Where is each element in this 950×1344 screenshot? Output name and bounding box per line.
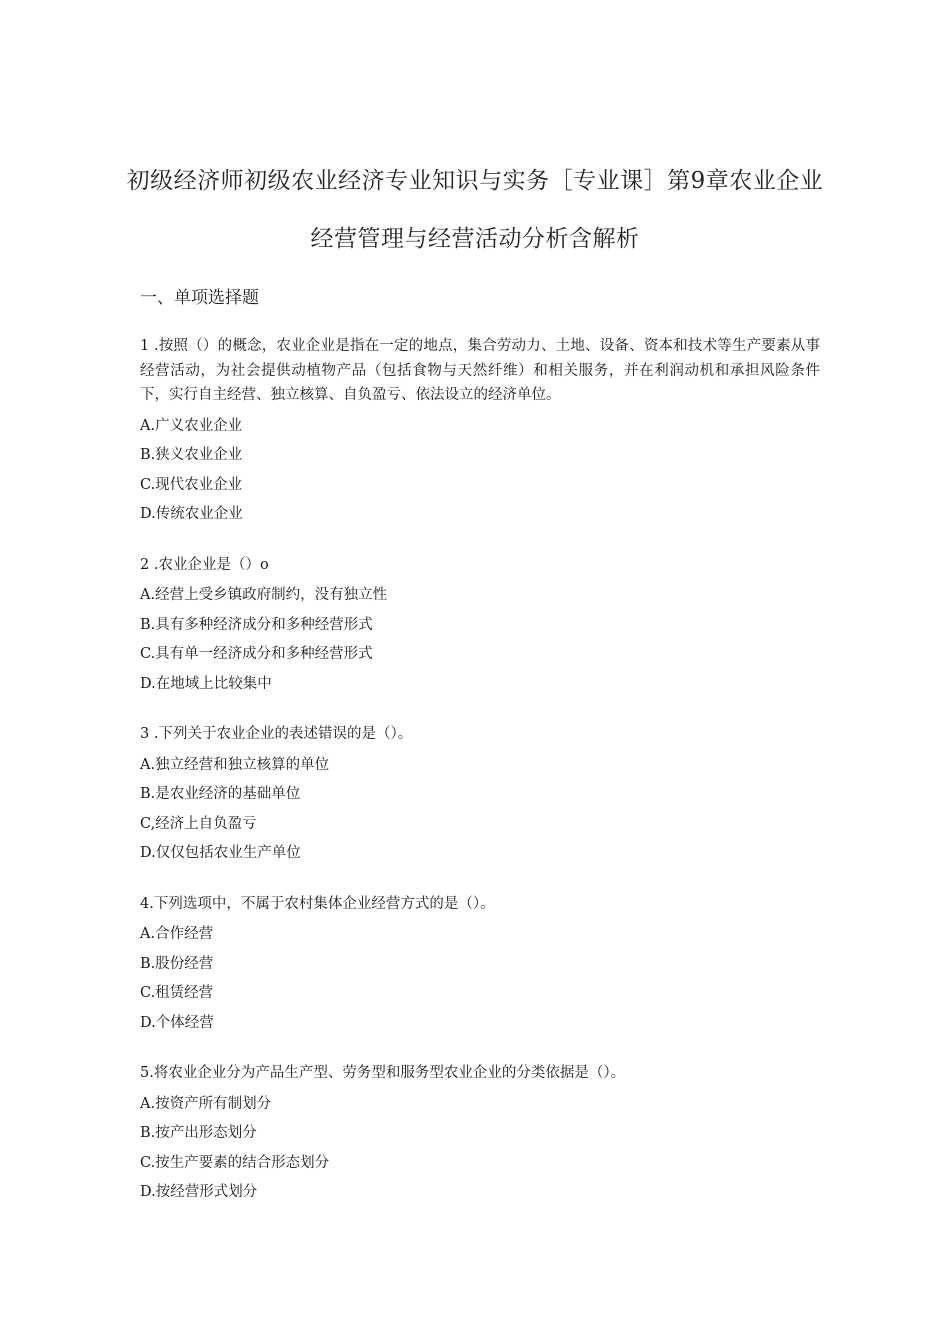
option-b: B.按产出形态划分 <box>140 1125 257 1141</box>
option-c: C.现代农业企业 <box>140 476 243 493</box>
question-3 <box>140 722 820 869</box>
option-a: A.经营上受乡镇政府制约，没有独立性 <box>140 587 388 603</box>
option-c: C.租赁经营 <box>140 985 214 1001</box>
question-1 <box>140 334 820 530</box>
question-stem: 5.将农业企业分为产品生产型、劳务型和服务型农业企业的分类依据是（）。 <box>140 1065 626 1081</box>
option-a: A.合作经营 <box>140 926 214 942</box>
option-b: B.狭义农业企业 <box>140 447 243 463</box>
section-heading: 一、单项选择题 <box>140 288 259 308</box>
option-c: C.具有单一经济成分和多种经营形式 <box>140 646 373 662</box>
question-stem: 3 .下列关于农业企业的表述错误的是（）。 <box>140 726 413 742</box>
option-a: A.按资产所有制划分 <box>140 1095 272 1112</box>
option-c: C,经济上自负盈亏 <box>140 815 257 832</box>
option-d: D.按经营形式划分 <box>140 1184 258 1200</box>
option-d: D.仅仅包括农业生产单位 <box>140 845 301 861</box>
question-list <box>140 334 820 1231</box>
option-d: D.个体经营 <box>140 1014 214 1031</box>
title-line-2: 经营管理与经营活动分析含解析 <box>310 226 640 252</box>
option-c: C.按生产要素的结合形态划分 <box>140 1154 330 1171</box>
option-a: A.广义农业企业 <box>140 417 243 434</box>
question-stem: 1 .按照（）的概念，农业企业是指在一定的地点，集合劳动力、土地、设备、资本和技术等生产要素从事经营活动，为社会提供动植物产品（包括食物与天然纤维）和相关服务，并在利润动机和承担风险条件下，实行自主经营、独立核算、自负盈亏、依法设立的经济单位。 <box>140 338 820 403</box>
option-b: B.股份经营 <box>140 955 214 972</box>
question-2 <box>140 553 820 700</box>
option-d: D.传统农业企业 <box>140 506 243 522</box>
option-b: B.是农业经济的基础单位 <box>140 786 301 802</box>
document-title <box>100 152 850 268</box>
option-b: B.具有多种经济成分和多种经营形式 <box>140 616 373 633</box>
option-d: D.在地域上比较集中 <box>140 675 272 692</box>
title-line-1: 初级经济师初级农业经济专业知识与实务［专业课］第9章农业企业 <box>126 168 824 194</box>
question-stem: 4.下列选项中，不属于农村集体企业经营方式的是（）。 <box>140 895 495 912</box>
question-5 <box>140 1061 820 1208</box>
question-stem: 2 .农业企业是（）o <box>140 556 269 573</box>
option-a: A.独立经营和独立核算的单位 <box>140 756 330 773</box>
question-4 <box>140 892 820 1039</box>
